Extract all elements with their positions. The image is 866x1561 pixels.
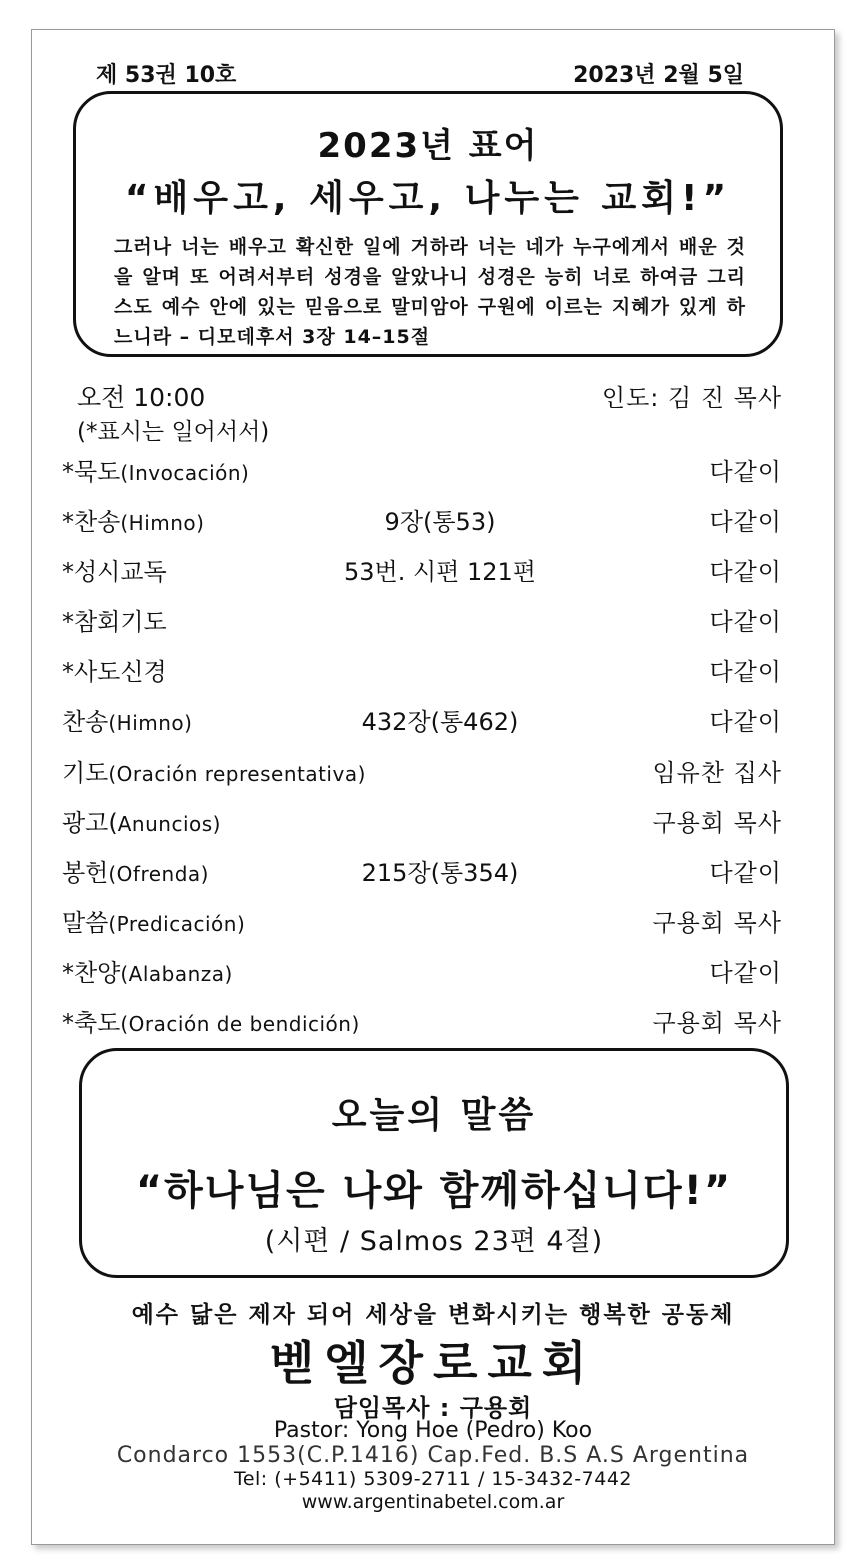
order-item bbox=[0, 702, 866, 742]
bulletin-date: 2023년 2월 5일 bbox=[573, 63, 744, 88]
order-item-leader: 다같이 bbox=[709, 859, 782, 887]
order-item bbox=[0, 953, 866, 993]
motto-verse: 그러나 너는 배우고 확신한 일에 거하라 너는 네가 누구에게서 배운 것을 알며 또 어려서부터 성경을 알았나니 성경은 능히 너로 하여금 그리스도 예수 안에 있는 믿음으로 말미암아 구원에 이르는 지혜가 있게 하느니라 – 디모데후서 3장 14–15절 bbox=[114, 236, 746, 348]
order-item bbox=[0, 903, 866, 943]
motto-quote: “배우고, 세우고, 나누는 교회!” bbox=[124, 178, 732, 219]
order-item-leader: 다같이 bbox=[709, 658, 782, 686]
order-item bbox=[0, 853, 866, 893]
order-item-leader: 다같이 bbox=[709, 558, 782, 586]
order-item-name: 기도(Oración representativa) bbox=[62, 759, 366, 787]
church-slogan: 예수 닮은 제자 되어 세상을 변화시키는 행복한 공동체 bbox=[131, 1302, 735, 1328]
order-item-detail: 53번. 시편 121편 bbox=[344, 558, 536, 586]
order-item-name: *참회기도 bbox=[62, 608, 167, 636]
church-phone: Tel: (+5411) 5309-2711 / 15-3432-7442 bbox=[233, 1468, 633, 1490]
order-item-leader: 구용회 목사 bbox=[652, 809, 782, 837]
service-time: 오전 10:00 bbox=[77, 383, 206, 412]
church-name: 벧엘장로교회 bbox=[269, 1336, 597, 1390]
volume-number: 제 53권 10호 bbox=[96, 63, 237, 88]
order-item-name: *성시교독 bbox=[62, 558, 167, 586]
order-item-detail: 215장(통354) bbox=[361, 859, 519, 887]
scripture-reference: (시편 / Salmos 23편 4절) bbox=[264, 1226, 604, 1257]
order-item-detail: 9장(통53) bbox=[384, 508, 496, 536]
order-item-name: *축도(Oración de bendición) bbox=[62, 1009, 360, 1037]
sermon-title: “하나님은 나와 함께하십니다!” bbox=[135, 1168, 733, 1214]
order-item-name: *묵도(Invocación) bbox=[62, 458, 250, 486]
standing-note: (*표시는 일어서서) bbox=[77, 419, 270, 445]
order-item-detail: 432장(통462) bbox=[361, 708, 519, 736]
todays-word-box bbox=[79, 1048, 789, 1278]
order-item-name: *사도신경 bbox=[62, 658, 167, 686]
order-item bbox=[0, 1003, 866, 1043]
order-item-leader: 구용회 목사 bbox=[652, 909, 782, 937]
order-item bbox=[0, 502, 866, 542]
order-item-name: 말씀(Predicación) bbox=[62, 909, 246, 937]
order-item-name: 광고(Anuncios) bbox=[62, 809, 221, 837]
order-item-leader: 임유찬 집사 bbox=[652, 759, 782, 787]
order-item-leader: 구용회 목사 bbox=[652, 1009, 782, 1037]
order-item bbox=[0, 803, 866, 843]
order-item bbox=[0, 652, 866, 692]
pastor-name-spanish: Pastor: Yong Hoe (Pedro) Koo bbox=[273, 1418, 593, 1443]
senior-pastor: 담임목사 : 구용회 bbox=[333, 1394, 533, 1422]
order-item-name: *찬송(Himno) bbox=[62, 508, 205, 536]
motto-box bbox=[73, 91, 783, 357]
motto-title: 2023년 표어 bbox=[317, 126, 539, 166]
service-leader: 인도: 김 진 목사 bbox=[601, 384, 782, 412]
order-item-leader: 다같이 bbox=[709, 508, 782, 536]
church-website: www.argentinabetel.com.ar bbox=[301, 1491, 565, 1513]
order-item-leader: 다같이 bbox=[709, 959, 782, 987]
order-item-leader: 다같이 bbox=[709, 458, 782, 486]
todays-word-heading: 오늘의 말씀 bbox=[331, 1095, 537, 1136]
order-item-name: 봉헌(Ofrenda) bbox=[62, 859, 209, 887]
order-item bbox=[0, 552, 866, 592]
order-item-name: 찬송(Himno) bbox=[62, 708, 193, 736]
order-item bbox=[0, 753, 866, 793]
order-item-leader: 다같이 bbox=[709, 608, 782, 636]
order-item-name: *찬양(Alabanza) bbox=[62, 959, 233, 987]
order-item-leader: 다같이 bbox=[709, 708, 782, 736]
order-item bbox=[0, 452, 866, 492]
order-item bbox=[0, 602, 866, 642]
church-address: Condarco 1553(C.P.1416) Cap.Fed. B.S A.S Argentina bbox=[116, 1443, 750, 1468]
